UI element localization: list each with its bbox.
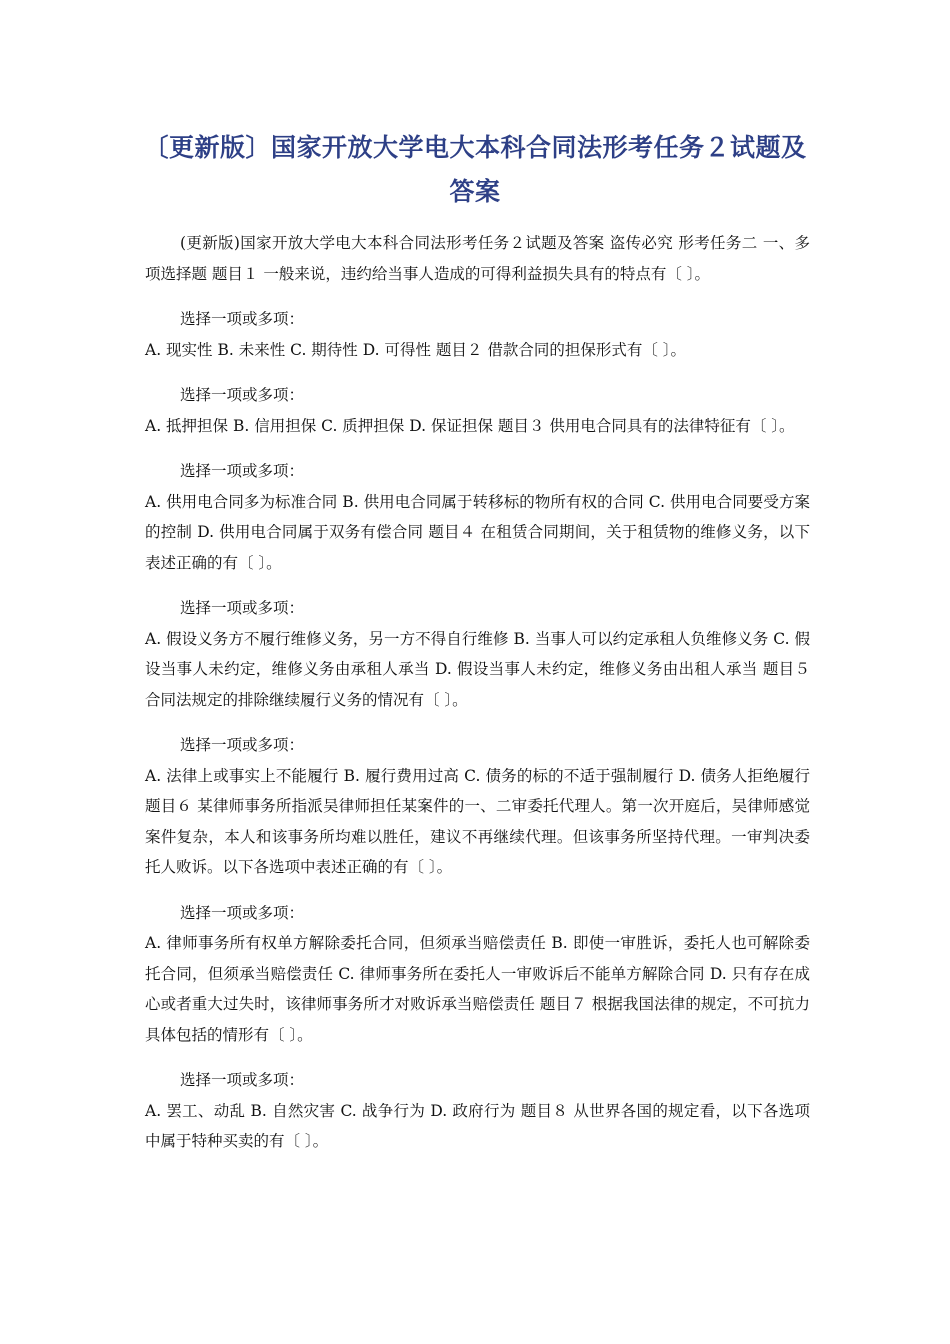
question-block [145,1065,810,1157]
question-block [145,304,810,365]
question-block [145,898,810,1051]
options-paragraph: A. 罢工、动乱 B. 自然灾害 C. 战争行为 D. 政府行为 题目８ 从世界各国的规定看，以下各选项中属于特种买卖的有〔 〕。 [145,1101,810,1150]
intro-paragraph: (更新版)国家开放大学电大本科合同法形考任务２试题及答案 盗传必究 形考任务二 一、多项选择题 题目１ 一般来说，违约给当事人造成的可得利益损失具有的特点有〔 〕。 [145,234,810,283]
question-block [145,380,810,441]
select-prompt: 选择一项或多项： [180,310,305,328]
document-body [145,228,810,1157]
options-paragraph: A. 抵押担保 B. 信用担保 C. 质押担保 D. 保证担保 题目３ 供用电合同具有的法律特征有〔 〕。 [145,416,795,435]
options-paragraph: A. 法律上或事实上不能履行 B. 履行费用过高 C. 债务的标的不适于强制履行 D. 债务人拒绝履行 题目６ 某律师事务所指派吴律师担任某案件的一、二审委托代理人。第一次开庭后，吴律师感觉案件复杂，本人和该事务所均难以胜任，建议不再继续代理。但该事务所坚持代理。一审判决委托人败诉。以下各选项中表述正确的有〔 〕。 [145,766,810,876]
select-prompt: 选择一项或多项： [180,903,305,922]
select-prompt: 选择一项或多项： [180,736,305,754]
question-block [145,730,810,883]
select-prompt: 选择一项或多项： [180,462,305,480]
options-paragraph: A. 假设义务方不履行维修义务，另一方不得自行维修 B. 当事人可以约定承租人负维修义务 C. 假设当事人未约定，维修义务由承租人承当 D. 假设当事人未约定，维修义务由出租人承当 题目５ 合同法规定的排除继续履行义务的情况有〔 〕。 [145,629,810,709]
options-paragraph: A. 供用电合同多为标准合同 B. 供用电合同属于转移标的物所有权的合同 C. 供用电合同要受方案的控制 D. 供用电合同属于双务有偿合同 题目４ 在租赁合同期间，关于租赁物的维修义务，以下表述正确的有〔 〕。 [145,492,810,572]
question-block [145,593,810,715]
options-paragraph: A. 律师事务所有权单方解除委托合同，但须承当赔偿责任 B. 即使一审胜诉，委托人也可解除委托合同，但须承当赔偿责任 C. 律师事务所在委托人一审败诉后不能单方解除合同 D. 只有存在成心或者重大过失时，该律师事务所才对败诉承当赔偿责任 题目７ 根据我国法律的规定，不可抗力具体包括的情形有〔 〕。 [145,934,810,1044]
select-prompt: 选择一项或多项： [180,1071,305,1089]
select-prompt: 选择一项或多项： [180,386,305,404]
document-title: 〔更新版〕国家开放大学电大本科合同法形考任务２试题及答案 [143,133,807,206]
select-prompt: 选择一项或多项： [180,599,305,617]
question-block [145,456,810,578]
options-paragraph: A. 现实性 B. 未来性 C. 期待性 D. 可得性 题目２ 借款合同的担保形式有〔 〕。 [145,340,686,359]
